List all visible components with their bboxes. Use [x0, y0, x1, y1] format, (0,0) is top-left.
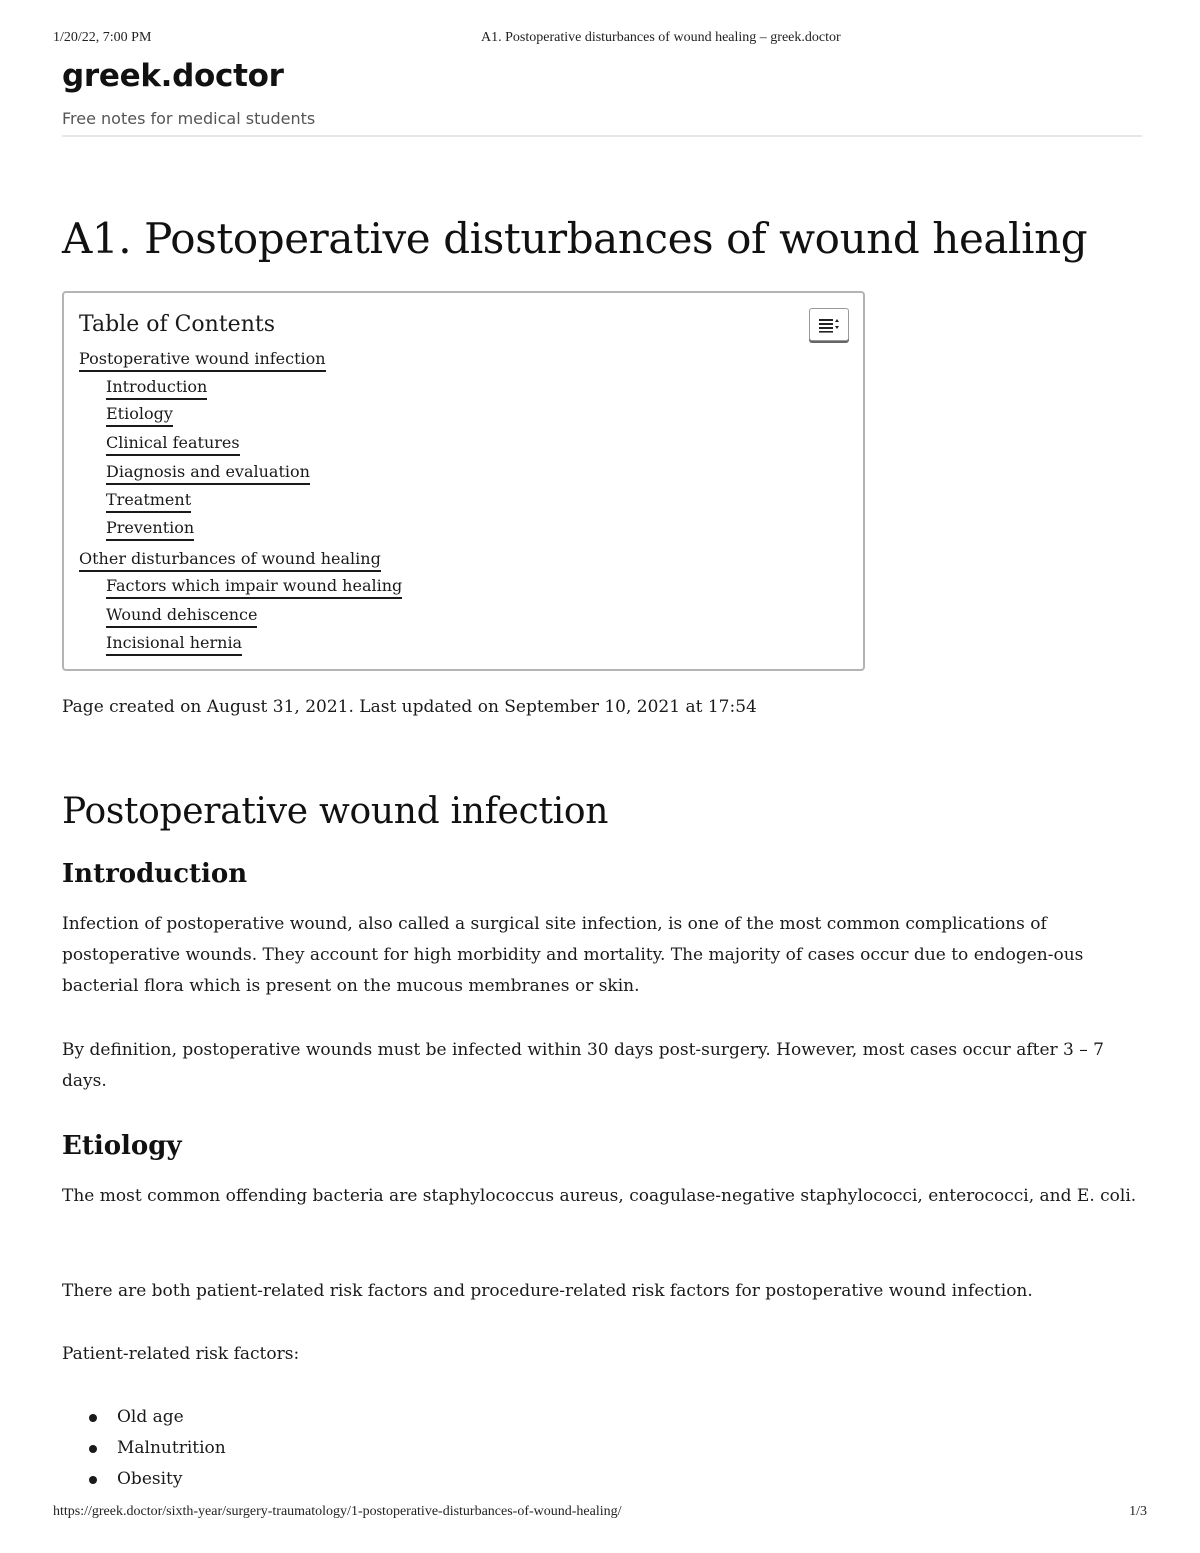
paragraph-intro-1: Infection of postoperative wound, also called a surgical site infection, is one of the most common complications of postoperative wounds. They account for high morbidity and mortality. The majority of cases occur due to endogen-ous bacterial flora which is present on the mucous membranes or skin. [62, 914, 1084, 996]
toc-toggle-button[interactable] [809, 308, 849, 341]
patient-risk-label: Patient-related risk factors: [62, 1344, 300, 1364]
print-datetime: 1/20/22, 7:00 PM [53, 30, 152, 45]
list-item [62, 1433, 226, 1464]
toc-link-introduction[interactable]: Introduction [106, 377, 207, 400]
site-description: Free notes for medical students [62, 109, 316, 128]
page-number: 1/3 [1129, 1504, 1147, 1519]
list-toggle-icon [817, 317, 841, 333]
bullet-icon [89, 1414, 97, 1422]
toc-link-clinical-features[interactable]: Clinical features [106, 433, 240, 456]
toc-link-diagnosis-and-evaluation[interactable]: Diagnosis and evaluation [106, 462, 310, 485]
heading-etiology: Etiology [62, 1131, 182, 1161]
toc-title: Table of Contents [79, 312, 276, 337]
bullet-icon [89, 1476, 97, 1484]
paragraph-intro-2: By definition, postoperative wounds must be infected within 30 days post-surgery. However, most cases occur after 3 – 7 days. [62, 1040, 1104, 1091]
list-item [62, 1464, 226, 1495]
toc-link-etiology[interactable]: Etiology [106, 404, 173, 427]
page-dates: Page created on August 31, 2021. Last updated on September 10, 2021 at 17:54 [62, 697, 757, 717]
list-item-text: Old age [117, 1407, 184, 1427]
header-divider [62, 135, 1142, 137]
heading-introduction: Introduction [62, 859, 248, 889]
paragraph-etiology-1: The most common offending bacteria are staphylococcus aureus, coagulase-negative staphylococci, enterococci, and E. coli. [62, 1186, 1137, 1206]
site-title[interactable]: greek.doctor [62, 58, 284, 94]
toc-link-factors-impair-healing[interactable]: Factors which impair wound healing [106, 576, 402, 599]
toc-link-wound-dehiscence[interactable]: Wound dehiscence [106, 605, 257, 628]
print-header [53, 30, 1147, 50]
toc-link-postoperative-wound-infection[interactable]: Postoperative wound infection [79, 349, 326, 372]
table-of-contents [62, 291, 865, 671]
print-url: https://greek.doctor/sixth-year/surgery-traumatology/1-postoperative-disturbances-of-wound-healing/ [53, 1504, 622, 1519]
toc-link-treatment[interactable]: Treatment [106, 490, 191, 513]
patient-risk-list [62, 1402, 226, 1495]
toc-link-other-disturbances[interactable]: Other disturbances of wound healing [79, 549, 381, 572]
print-page-title: A1. Postoperative disturbances of wound healing – greek.doctor [481, 30, 841, 45]
paragraph-etiology-2: There are both patient-related risk factors and procedure-related risk factors for postoperative wound infection. [62, 1281, 1033, 1301]
list-item-text: Obesity [117, 1469, 183, 1489]
bullet-icon [89, 1445, 97, 1453]
section-heading-postoperative-wound-infection: Postoperative wound infection [62, 791, 609, 832]
list-item [62, 1402, 226, 1433]
toc-link-prevention[interactable]: Prevention [106, 518, 194, 541]
page-title: A1. Postoperative disturbances of wound healing [62, 214, 1088, 263]
list-item-text: Malnutrition [117, 1438, 226, 1458]
print-footer [53, 1504, 1147, 1524]
toc-link-incisional-hernia[interactable]: Incisional hernia [106, 633, 242, 656]
